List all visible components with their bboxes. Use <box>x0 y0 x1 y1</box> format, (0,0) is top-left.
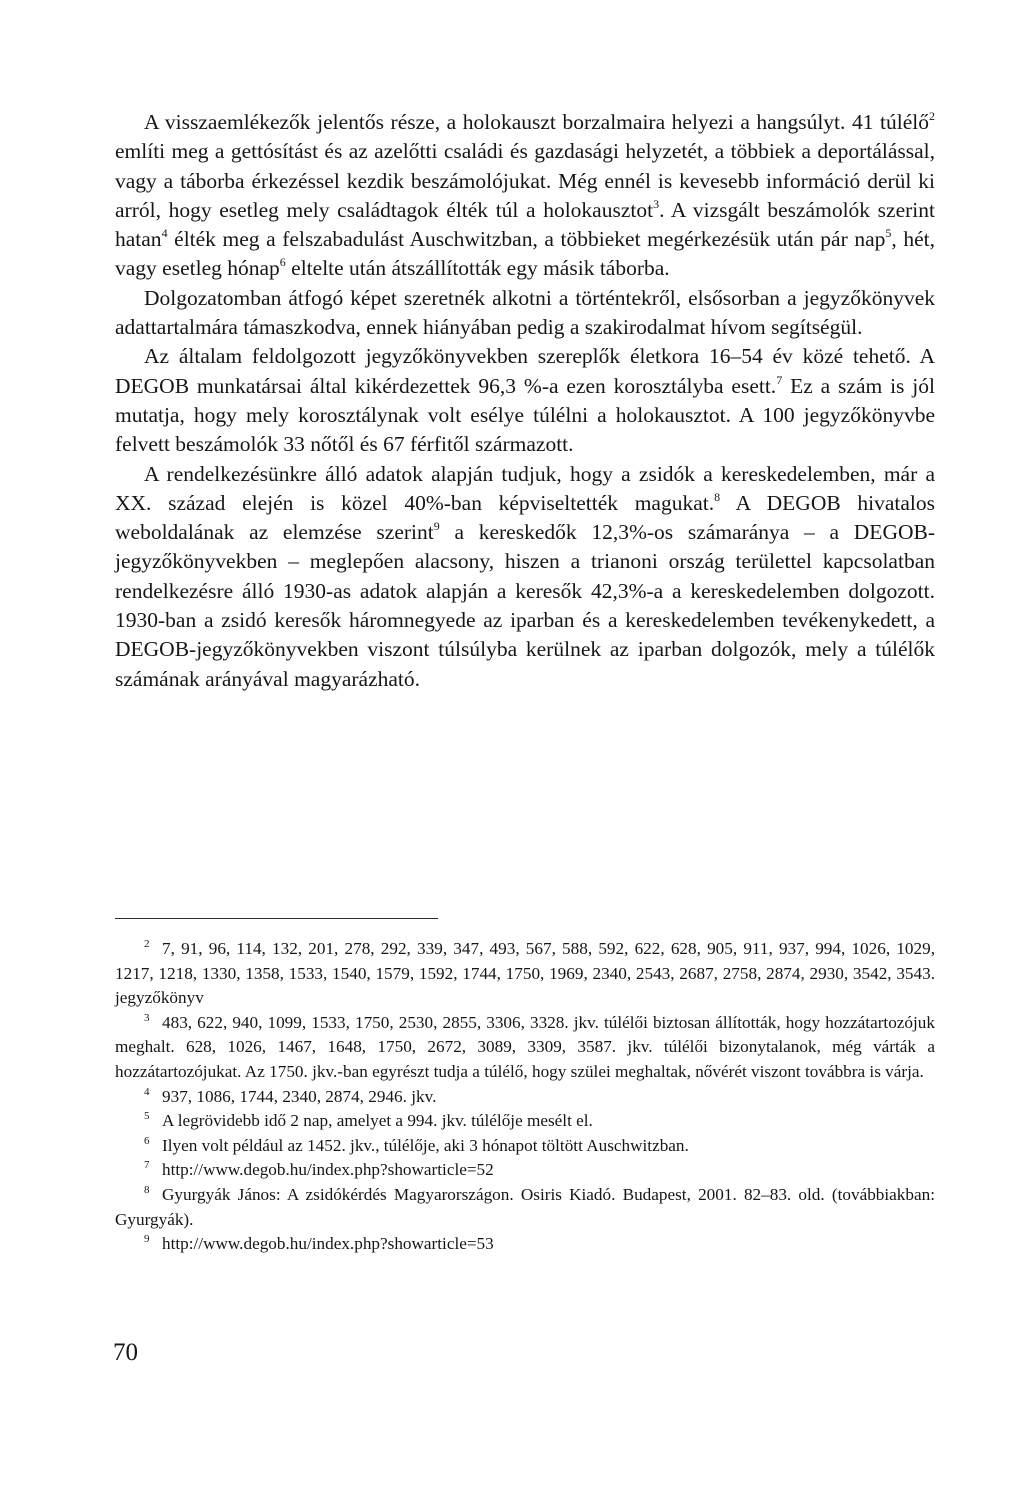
footnote-6: 6 Ilyen volt például az 1452. jkv., túlélője, aki 3 hónapot töltött Auschwitzban. <box>144 1134 689 1155</box>
footnote-3: 3 483, 622, 940, 1099, 1533, 1750, 2530, 2855, 3306, 3328. jkv. túlélői biztosan állították, hogy hozzátartozójuk meghalt. 628, 1026, 1467, 1648, 1750, 2672, 3089, 3309, 3587. jkv. túlélői bizonytalanok, még várták a hozzátartozójukat. Az 1750. jkv.-ban egyrészt tudja a túlélő, hogy szülei meghaltak, nővérét viszont továbbra is várja. <box>115 1011 935 1081</box>
footnote-text: 483, 622, 940, 1099, 1533, 1750, 2530, 2855, 3306, 3328. jkv. túlélői biztosan állították, hogy hozzátartozójuk meghalt. 628, 1026, 1467, 1648, 1750, 2672, 3089, 3309, 3587. jkv. túlélői bizonytalanok, még várták a hozzátartozójukat. Az 1750. jkv.-ban egyrészt tudja a túlélő, hogy szülei meghaltak, nővérét viszont továbbra is várja. <box>115 1012 935 1081</box>
body-text <box>115 108 935 694</box>
footnote-separator <box>115 918 438 919</box>
paragraph-2: Dolgozatomban átfogó képet szeretnék alkotni a történtekről, elsősorban a jegyzőkönyvek adattartalmára támaszkodva, ennek hiányában pedig a szakirodalmat hívom segítségül. <box>115 285 935 340</box>
paragraph-1: A visszaemlékezők jelentős része, a holokauszt borzalmaira helyezi a hangsúlyt. 41 túlélő$^2$ említi meg a gettósítást és az azelőtti családi és gazdasági helyzetét, a többiek a deportálással, vagy a táborba érkezéssel kezdik beszámolójukat. Még ennél is kevesebb információ derül ki arról, hogy esetleg mely családtagok élték túl a holokausztot$^3$. A vizsgált beszámolók szerint hatan$^4$ élték meg a felszabadulást Auschwitzban, a többieket megérkezésük után pár nap$^5$, hét, vagy esetleg hónap$^6$ eltelte után átszállították egy másik táborba. <box>115 109 935 281</box>
footnote-text: Ilyen volt például az 1452. jkv., túlélője, aki 3 hónapot töltött Auschwitzban. <box>162 1135 689 1155</box>
footnote-8: 8 Gyurgyák János: A zsidókérdés Magyarországon. Osiris Kiadó. Budapest, 2001. 82–83. old. (továbbiakban: Gyurgyák). <box>115 1183 935 1229</box>
footnote-link[interactable]: http://www.degob.hu/index.php?showarticle=53 <box>162 1234 494 1254</box>
footnote-ref-8[interactable]: 8 <box>714 489 721 504</box>
page-number: 70 <box>113 1339 138 1366</box>
footnote-ref-4[interactable]: 4 <box>161 226 168 241</box>
footnote-4: 4 937, 1086, 1744, 2340, 2874, 2946. jkv. <box>144 1085 437 1106</box>
footnote-text: Gyurgyák János: A zsidókérdés Magyarországon. Osiris Kiadó. Budapest, 2001. 82–83. old. (továbbiakban: Gyurgyák). <box>115 1184 935 1229</box>
footnote-ref-6[interactable]: 6 <box>279 255 286 270</box>
footnote-link[interactable]: http://www.degob.hu/index.php?showarticle=52 <box>162 1160 494 1180</box>
footnote-ref-7[interactable]: 7 <box>776 372 783 387</box>
footnote-ref-5[interactable]: 5 <box>885 226 892 241</box>
footnote-ref-9[interactable]: 9 <box>433 519 440 534</box>
footnotes <box>115 937 935 1257</box>
footnote-5: 5 A legrövidebb idő 2 nap, amelyet a 994. jkv. túlélője mesélt el. <box>144 1110 593 1131</box>
footnote-2: 2 7, 91, 96, 114, 132, 201, 278, 292, 339, 347, 493, 567, 588, 592, 622, 628, 905, 911, 937, 994, 1026, 1029, 1217, 1218, 1330, 1358, 1533, 1540, 1579, 1592, 1744, 1750, 1969, 2340, 2543, 2687, 2758, 2874, 2930, 3542, 3543. jegyzőkönyv <box>115 938 935 1008</box>
footnote-text: 7, 91, 96, 114, 132, 201, 278, 292, 339, 347, 493, 567, 588, 592, 622, 628, 905, 911, 937, 994, 1026, 1029, 1217, 1218, 1330, 1358, 1533, 1540, 1579, 1592, 1744, 1750, 1969, 2340, 2543, 2687, 2758, 2874, 2930, 3542, 3543. jegyzőkönyv <box>115 939 935 1008</box>
footnote-ref-3[interactable]: 3 <box>653 196 660 211</box>
footnote-ref-2[interactable]: 2 <box>929 109 935 123</box>
footnote-7: 7 http://www.degob.hu/index.php?showarticle=52 <box>144 1159 494 1180</box>
paragraph-4: A rendelkezésünkre álló adatok alapján tudjuk, hogy a zsidók a kereskedelemben, már a XX. század elején is közel 40%-ban képviseltették magukat.$^8$ A DEGOB hivatalos weboldalának az elemzése szerint$^9$ a kereskedők 12,3%-os számaránya – a DEGOB-jegyzőkönyvekben – meglepően alacsony, hiszen a trianoni ország területtel kapcsolatban rendelkezésre álló 1930-as adatok alapján a keresők 42,3%-a a kereskedelemben dolgozott. 1930-ban a zsidó keresők háromnegyede az iparban és a kereskedelemben tevékenykedett, a DEGOB-jegyzőkönyvekben viszont túlsúlyba kerülnek az iparban dolgozók, mely a túlélők számának arányával magyarázható. <box>115 461 935 691</box>
paragraph-3: Az általam feldolgozott jegyzőkönyvekben szereplők életkora 16–54 év közé tehető. A DEGOB munkatársai által kikérdezettek 96,3 %-a ezen korosztályba esett.$^7$ Ez a szám is jól mutatja, hogy mely korosztálynak volt esélye túlélni a holokausztot. A 100 jegyzőkönyvbe felvett beszámolók 33 nőtől és 67 férfitől származott. <box>115 344 935 457</box>
main-text <box>115 108 935 694</box>
footnote-text: 937, 1086, 1744, 2340, 2874, 2946. jkv. <box>162 1086 437 1106</box>
footnote-9: 9 http://www.degob.hu/index.php?showarticle=53 <box>144 1233 494 1254</box>
footnote-text: A legrövidebb idő 2 nap, amelyet a 994. jkv. túlélője mesélt el. <box>162 1111 593 1131</box>
